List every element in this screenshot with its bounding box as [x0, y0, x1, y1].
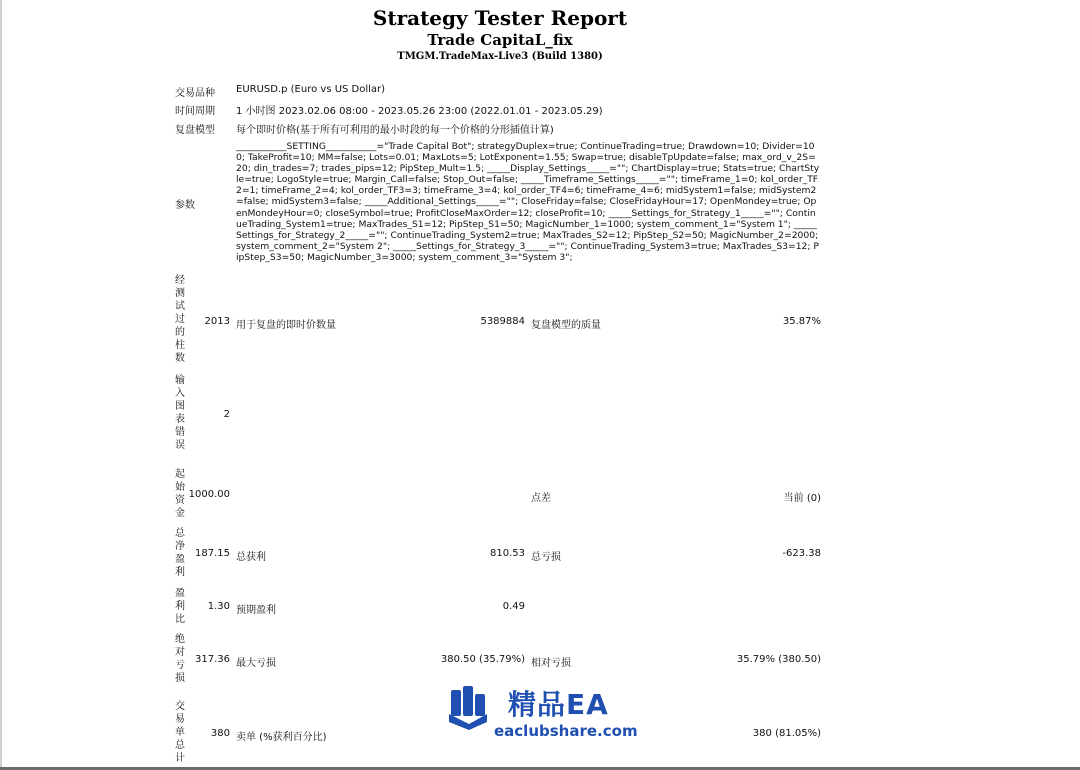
model-quality-label: 复盘模型的质量	[531, 320, 601, 331]
period-label: 时间周期	[175, 106, 215, 117]
net-profit-value: 187.15	[195, 548, 230, 559]
absolute-drawdown-value: 317.36	[195, 654, 230, 665]
report-server: TMGM.TradeMax-Live3 (Build 1380)	[397, 51, 603, 62]
watermark-brand: 精品EA	[508, 688, 609, 721]
gross-profit-label: 总获利	[236, 552, 266, 563]
chart-errors-value: 2	[223, 409, 230, 420]
net-profit-label: 总 净 盈 利	[175, 528, 185, 578]
short-positions-label: 卖单 (%获利百分比)	[236, 732, 327, 743]
total-trades-label: 交 易 单 总 计	[175, 701, 185, 764]
profit-factor-label: 盈 利 比	[175, 588, 185, 625]
absolute-drawdown-label: 绝 对 亏 损	[175, 634, 185, 684]
short-positions-value: 380 (81.05%)	[752, 728, 821, 739]
chart-errors-label: 输 入 图 表 错 误	[175, 375, 185, 451]
symbol-label: 交易品种	[175, 88, 215, 99]
bars-tested-value: 2013	[204, 316, 230, 327]
model-label: 复盘模型	[175, 125, 215, 136]
spread-value: 当前 (0)	[783, 493, 821, 504]
params-value: ___________SETTING___________="Trade Capital Bot"; strategyDuplex=true; ContinueTrading=true; Drawdown=10; Divider=100; TakeProfit=10; MM=false; Lots=0.01; MaxLots=5; LotExponent=1.55; Swap=true; disableTpUpdate=false; max_ord_v_2S=20; din_trades=7; trades_pips=12; PipStep_Mult=1.5; _____Display_Settings_____=""; ChartDisplay=true; Stats=true; ChartStyle=true; LogoStyle=true; Margin_Call=false; Stop_Out=false; _____Timeframe_Settings_____=""; timeFrame_1=0; kol_order_TF2=1; timeFrame_2=4; kol_order_TF3=3; timeFrame_3=4; kol_order_TF4=6; timeFrame_4=6; midSystem1=false; midSystem2=false; midSystem3=false; _____Additional_Settings_____=""; CloseFriday=false; CloseFridayHour=17; OpenMondey=true; OpenMondeyHour=0; closeSymbol=true; ProfitCloseMaxOrder=12; closeProfit=10; _____Settings_for_Strategy_1_____=""; ContinueTrading_System1=true; MaxTrades_S1=12; PipStep_S1=50; MagicNumber_1=1000; system_comment_1="System 1"; _____Settings_for_Strategy_2_____=""; ContinueTrading_System2=true; MaxTrades_S2=12; PipStep_S2=50; MagicNumber_2=2000; system_comment_2="System 2"; _____Settings_for_Strategy_3_____=""; ContinueTrading_System3=true; MaxTrades_S3=12; PipStep_S3=50; MagicNumber_3=3000; system_comment_3="System 3";	[236, 141, 820, 263]
gross-loss-label: 总亏损	[531, 552, 561, 563]
window-left-border	[0, 0, 2, 770]
ticks-value: 5389884	[480, 316, 525, 327]
expected-payoff-value: 0.49	[502, 601, 525, 612]
total-trades-value: 380	[210, 728, 230, 739]
initial-deposit-value: 1000.00	[188, 489, 230, 500]
model-value: 每个即时价格(基于所有可利用的最小时段的每一个价格的分形插值计算)	[236, 125, 554, 136]
symbol-value: EURUSD.p (Euro vs US Dollar)	[236, 84, 386, 95]
watermark-url: eaclubshare.com	[494, 722, 638, 740]
report-title: Strategy Tester Report	[372, 6, 628, 30]
gross-profit-value: 810.53	[490, 548, 525, 559]
spread-label: 点差	[531, 493, 551, 504]
relative-drawdown-label: 相对亏损	[531, 658, 571, 669]
report-subtitle: Trade CapitaL_fix	[427, 31, 573, 49]
period-value: 1 小时图 2023.02.06 08:00 - 2023.05.26 23:00 (2022.01.01 - 2023.05.29)	[236, 106, 603, 117]
bars-tested-label: 经 测 试 过 的 柱 数	[175, 275, 185, 364]
profit-factor-value: 1.30	[207, 601, 230, 612]
ticks-label: 用于复盘的即时价数量	[236, 320, 336, 331]
params-label: 参数	[175, 200, 195, 211]
watermark-logo-icon	[445, 684, 491, 730]
expected-payoff-label: 预期盈利	[236, 605, 276, 616]
maximal-drawdown-label: 最大亏损	[236, 658, 276, 669]
relative-drawdown-value: 35.79% (380.50)	[736, 654, 821, 665]
initial-deposit-label: 起 始 资 金	[175, 469, 185, 519]
model-quality-value: 35.87%	[782, 316, 821, 327]
gross-loss-value: -623.38	[782, 548, 821, 559]
maximal-drawdown-value: 380.50 (35.79%)	[440, 654, 525, 665]
